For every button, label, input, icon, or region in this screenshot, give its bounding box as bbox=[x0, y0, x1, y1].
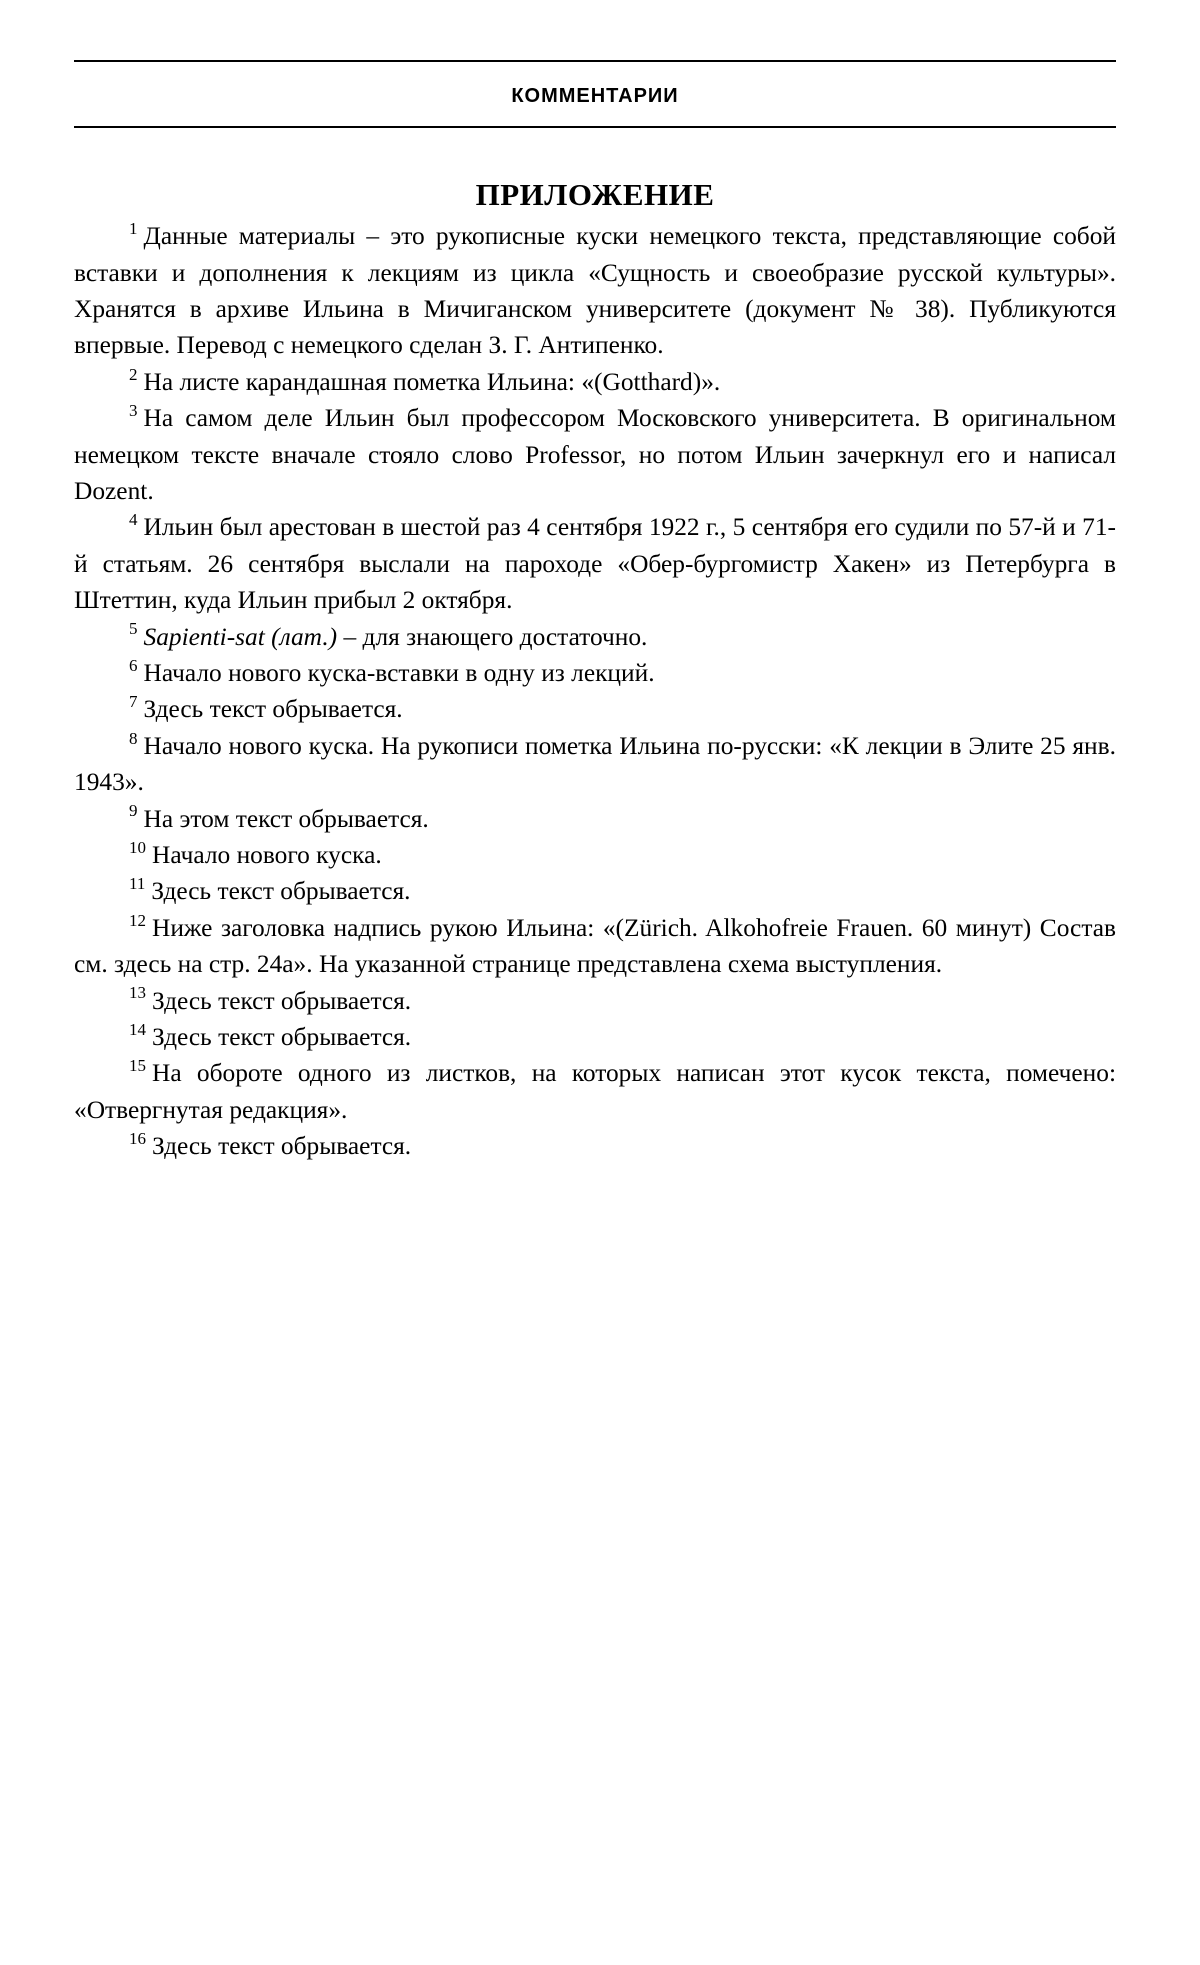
footnote-text: Начало нового куска. bbox=[152, 841, 382, 869]
footnote-number: 1 bbox=[129, 218, 138, 238]
footnote-number: 2 bbox=[129, 364, 138, 384]
footnote-text: На самом деле Ильин был профессором Московского университета. В оригинальном немецком тексте вначале стояло слово Professor, но потом Ильин зачеркнул его и написал Dozent. bbox=[74, 404, 1116, 505]
footnote-number: 15 bbox=[129, 1056, 146, 1076]
footnote-number: 7 bbox=[129, 692, 138, 712]
footnote-number: 5 bbox=[129, 619, 138, 639]
footnote bbox=[74, 873, 1116, 909]
latin-term: Sapienti-sat (лат.) bbox=[143, 622, 338, 651]
footnote-text: Ниже заголовка надпись рукою Ильина: «(Zürich. Alkohofreie Frauen. 60 минут) Состав см. здесь на стр. 24а». На указанной странице представлена схема выступления. bbox=[74, 913, 1116, 979]
footnote-text: Ильин был арестован в шестой раз 4 сентября 1922 г., 5 сентября его судили по 57-й и 71-й статьям. 26 сентября выслали на пароходе «Обер-бургомистр Хакен» из Петербурга в Штеттин, куда Ильин прибыл 2 октября. bbox=[74, 513, 1116, 615]
running-head: КОММЕНТАРИИ bbox=[511, 85, 679, 107]
footnote bbox=[74, 509, 1116, 618]
footnote-text: На этом текст обрывается. bbox=[143, 804, 429, 833]
footnote-text: Здесь текст обрывается. bbox=[152, 986, 412, 1015]
notes-list bbox=[74, 218, 1116, 1165]
footnote-text: – для знающего достаточно. bbox=[337, 622, 648, 651]
footnote-number: 12 bbox=[129, 910, 146, 930]
header-rule bbox=[74, 126, 1116, 128]
footnote bbox=[74, 837, 1116, 873]
footnote-number: 8 bbox=[129, 728, 138, 748]
footnote bbox=[74, 910, 1116, 983]
footnote-number: 4 bbox=[129, 510, 138, 530]
footnote-text: Начало нового куска-вставки в одну из лекций. bbox=[143, 658, 655, 687]
footnote-number: 3 bbox=[129, 400, 138, 420]
footnote bbox=[74, 655, 1116, 691]
footnote bbox=[74, 691, 1116, 727]
footnote bbox=[74, 218, 1116, 364]
footnote-text: На листе карандашная пометка Ильина: «(Gotthard)». bbox=[143, 367, 721, 396]
footnote-number: 14 bbox=[129, 1019, 146, 1039]
footnote-text: Здесь текст обрывается. bbox=[143, 695, 403, 724]
footnote bbox=[74, 983, 1116, 1019]
footnote-text: Здесь текст обрывается. bbox=[152, 1023, 412, 1052]
footnote bbox=[74, 400, 1116, 509]
footnote bbox=[74, 801, 1116, 837]
footnote-number: 16 bbox=[129, 1129, 146, 1149]
footnote-text: Здесь текст обрывается. bbox=[152, 1132, 412, 1161]
footnote-text: На обороте одного из листков, на которых написан этот кусок текста, помечено: «Отвергнутая редакция». bbox=[74, 1059, 1116, 1124]
footnote bbox=[74, 1055, 1116, 1128]
footnote bbox=[74, 1019, 1116, 1055]
footnote bbox=[74, 364, 1116, 400]
footnote-number: 6 bbox=[129, 655, 138, 675]
document-page bbox=[74, 60, 1116, 1165]
footnote-number: 11 bbox=[129, 874, 146, 894]
footnote-text: Начало нового куска. На рукописи пометка Ильина по-русски: «К лекции в Элите 25 янв. 1943». bbox=[74, 731, 1116, 797]
footnote bbox=[74, 1128, 1116, 1164]
section-title: ПРИЛОЖЕНИЕ bbox=[475, 177, 715, 212]
footnote bbox=[74, 728, 1116, 801]
footnote-number: 13 bbox=[129, 983, 146, 1003]
footnote-text: Данные материалы – это рукописные куски немецкого текста, представляющие собой вставки и дополнения к лекциям из цикла «Сущность и своеобразие русской культуры». Хранятся в архиве Ильина в Мичиганском университете (документ № 38). Публикуются впервые. Перевод с немецкого сделан З. Г. Антипенко. bbox=[74, 222, 1116, 360]
footnote bbox=[74, 619, 1116, 655]
footnote-number: 10 bbox=[129, 837, 146, 857]
footnote-text: Здесь текст обрывается. bbox=[151, 877, 411, 906]
footnote-number: 9 bbox=[129, 801, 138, 821]
